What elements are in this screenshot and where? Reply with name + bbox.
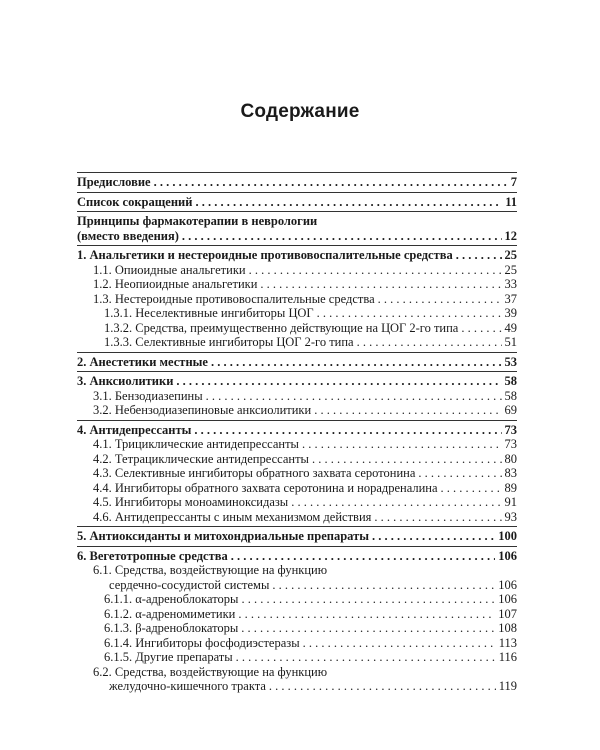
- toc-entry-6-1[interactable]: [77, 563, 517, 578]
- dot-leader: [371, 510, 501, 525]
- dot-leader: [299, 437, 502, 452]
- toc-page-number: 73: [504, 437, 517, 451]
- toc-entry-title: 1.1. Опиоидные анальгетики: [93, 262, 246, 277]
- toc-entry-title: 6.1. Средства, воздействующие на функцию: [93, 563, 328, 577]
- toc-entry-ch2[interactable]: [77, 355, 517, 370]
- toc-chapter-1: [77, 245, 517, 352]
- toc-page-number: 37: [504, 291, 517, 306]
- toc-chapter-6: [77, 546, 517, 696]
- toc-entry-abbreviations[interactable]: [77, 192, 517, 212]
- dot-leader: [415, 466, 501, 481]
- toc-entry-1-2[interactable]: [77, 277, 517, 292]
- dot-leader: [309, 452, 502, 467]
- toc-entry-title: 1.3.1. Неселективные ингибиторы ЦОГ: [104, 306, 314, 320]
- toc-entry-title: 3.2. Небензодиазепиновые анксиолитики: [93, 403, 312, 417]
- toc-entry-title: 6.1.2. α-адреномиметики: [104, 606, 236, 621]
- toc-entry-6-1-1[interactable]: [77, 592, 517, 607]
- toc-entry-4-1[interactable]: [77, 437, 517, 452]
- toc-entry-title: 4.5. Ингибиторы моноаминоксидазы: [93, 495, 289, 509]
- dot-leader: [453, 248, 502, 263]
- toc-entry-title: 2. Анестетики местные: [77, 354, 208, 369]
- toc-page-number: 91: [504, 495, 517, 509]
- toc-entry-6-2-cont[interactable]: [77, 679, 517, 694]
- toc-page-number: 119: [498, 679, 517, 693]
- dot-leader: [266, 679, 496, 694]
- toc-chapter-5: [77, 526, 517, 546]
- toc-entry-title: 6.1.1. α-адреноблокаторы: [104, 592, 239, 606]
- toc-entry-title: 4.6. Антидепрессанты с иным механизмом действия: [93, 509, 372, 524]
- toc-page-number: 116: [498, 650, 517, 664]
- toc-entry-6-1-3[interactable]: [77, 621, 517, 636]
- toc-chapter-3: [77, 371, 517, 420]
- toc-entry-ch5[interactable]: [77, 529, 517, 544]
- toc-entry-title: 1. Анальгетики и нестероидные противовоспалительные средства: [77, 248, 453, 262]
- toc-entry-6-1-2[interactable]: [77, 607, 517, 622]
- toc-entry-6-1-cont[interactable]: [77, 578, 517, 593]
- toc-entry-1-3-3[interactable]: [77, 335, 517, 350]
- dot-leader: [233, 650, 496, 665]
- toc-entry-title: 1.3.2. Средства, преимущественно действующие на ЦОГ 2-го типа: [104, 320, 459, 335]
- toc-entry-3-1[interactable]: [77, 389, 517, 404]
- toc-entry-title: 1.2. Неопиоидные анальгетики: [93, 277, 258, 291]
- toc-page-number: 25: [504, 262, 517, 277]
- dot-leader: [151, 175, 508, 190]
- dot-leader: [235, 607, 495, 622]
- toc-page-number: 80: [504, 451, 517, 466]
- toc-page-number: 11: [505, 194, 517, 209]
- toc-entry-principles[interactable]: [77, 211, 517, 245]
- toc-entry-4-5[interactable]: [77, 495, 517, 510]
- toc-page-number: 106: [498, 592, 517, 606]
- toc-entry-title: 4.2. Тетрациклические антидепрессанты: [93, 451, 309, 466]
- toc-entry-title: 4.4. Ингибиторы обратного захвата серотонина и норадреналина: [93, 480, 438, 495]
- dot-leader: [192, 195, 502, 210]
- dot-leader: [238, 621, 495, 636]
- toc-page-number: 69: [504, 403, 517, 417]
- toc-entry-title: 1.3.3. Селективные ингибиторы ЦОГ 2-го типа: [104, 335, 354, 349]
- toc-page-number: 107: [498, 606, 517, 621]
- dot-leader: [311, 403, 501, 418]
- toc-entry-6-2[interactable]: [77, 665, 517, 680]
- toc-page-number: 108: [498, 621, 517, 635]
- toc-entry-1-3[interactable]: [77, 292, 517, 307]
- toc-entry-title-cont: (вместо введения): [77, 228, 179, 243]
- toc-chapter-2: [77, 352, 517, 372]
- toc-page-number: 33: [504, 277, 517, 291]
- toc-entry-ch4[interactable]: [77, 423, 517, 438]
- toc-page-number: 113: [498, 635, 517, 650]
- toc-entry-4-3[interactable]: [77, 466, 517, 481]
- toc-page-number: 83: [504, 466, 517, 480]
- toc-entry-title: 3. Анксиолитики: [77, 374, 174, 388]
- toc-entry-ch6[interactable]: [77, 549, 517, 564]
- toc-entry-6-1-4[interactable]: [77, 636, 517, 651]
- toc-entry-title: 3.1. Бензодиазепины: [93, 388, 203, 403]
- dot-leader: [288, 495, 501, 510]
- toc-entry-title: 4.1. Трициклические антидепрессанты: [93, 437, 299, 451]
- toc-page-number: 100: [498, 529, 517, 543]
- toc-entry-4-4[interactable]: [77, 481, 517, 496]
- dot-leader: [191, 423, 501, 438]
- toc-entry-title: 4. Антидепрессанты: [77, 422, 192, 437]
- toc-entry-1-3-2[interactable]: [77, 321, 517, 336]
- toc-page-number: 25: [504, 248, 517, 262]
- dot-leader: [203, 389, 502, 404]
- toc-entry-title-cont: сердечно-сосудистой системы: [109, 577, 270, 592]
- dot-leader: [238, 592, 495, 607]
- toc-entry-title: Предисловие: [77, 175, 151, 189]
- toc-entry-title: 5. Антиоксиданты и митохондриальные препараты: [77, 529, 369, 543]
- toc-entry-preface[interactable]: [77, 172, 517, 192]
- toc-page-number: 7: [510, 175, 517, 189]
- dot-leader: [314, 306, 502, 321]
- dot-leader: [208, 355, 502, 370]
- dot-leader: [173, 374, 501, 389]
- toc-entry-ch1[interactable]: [77, 248, 517, 263]
- dot-leader: [179, 229, 502, 244]
- toc-entry-title-cont: желудочно-кишечного тракта: [109, 679, 266, 693]
- toc-page-number: 51: [504, 335, 517, 349]
- toc-entry-title: 6. Вегетотропные средства: [77, 548, 228, 563]
- dot-leader: [458, 321, 501, 336]
- toc-entry-title: 6.1.4. Ингибиторы фосфодиэстеразы: [104, 635, 300, 650]
- toc-entry-1-3-1[interactable]: [77, 306, 517, 321]
- toc-entry-title: Список сокращений: [77, 194, 193, 209]
- table-of-contents: [77, 172, 517, 696]
- toc-entry-title: Принципы фармакотерапии в неврологии: [77, 214, 318, 228]
- toc-page-number: 73: [504, 422, 517, 437]
- toc-entry-title: 4.3. Селективные ингибиторы обратного захвата серотонина: [93, 466, 416, 480]
- toc-page-number: 93: [504, 509, 517, 524]
- dot-leader: [228, 549, 496, 564]
- toc-page-number: 106: [498, 577, 517, 592]
- toc-page-number: 58: [504, 374, 517, 388]
- toc-chapter-4: [77, 420, 517, 527]
- toc-page-number: 106: [498, 548, 517, 563]
- toc-page-number: 49: [504, 320, 517, 335]
- toc-entry-4-6[interactable]: [77, 510, 517, 525]
- dot-leader: [257, 277, 501, 292]
- dot-leader: [369, 529, 495, 544]
- toc-entry-6-1-5[interactable]: [77, 650, 517, 665]
- toc-entry-title: 6.1.3. β-адреноблокаторы: [104, 621, 239, 635]
- toc-page-number: 53: [504, 354, 517, 369]
- dot-leader: [438, 481, 502, 496]
- toc-page-number: 39: [504, 306, 517, 320]
- dot-leader: [375, 292, 502, 307]
- toc-entry-title: 1.3. Нестероидные противовоспалительные средства: [93, 291, 375, 306]
- toc-entry-title: 6.2. Средства, воздействующие на функцию: [93, 664, 328, 679]
- toc-entry-1-1[interactable]: [77, 263, 517, 278]
- dot-leader: [354, 335, 502, 350]
- toc-entry-ch3[interactable]: [77, 374, 517, 389]
- toc-page-number: 58: [504, 388, 517, 403]
- toc-page-number: 89: [504, 480, 517, 495]
- dot-leader: [300, 636, 496, 651]
- toc-entry-3-2[interactable]: [77, 403, 517, 418]
- page-title: Содержание: [240, 101, 360, 122]
- toc-page-number: 12: [504, 228, 517, 243]
- toc-entry-title: 6.1.5. Другие препараты: [104, 650, 233, 664]
- dot-leader: [269, 578, 495, 593]
- toc-entry-4-2[interactable]: [77, 452, 517, 467]
- dot-leader: [246, 263, 502, 278]
